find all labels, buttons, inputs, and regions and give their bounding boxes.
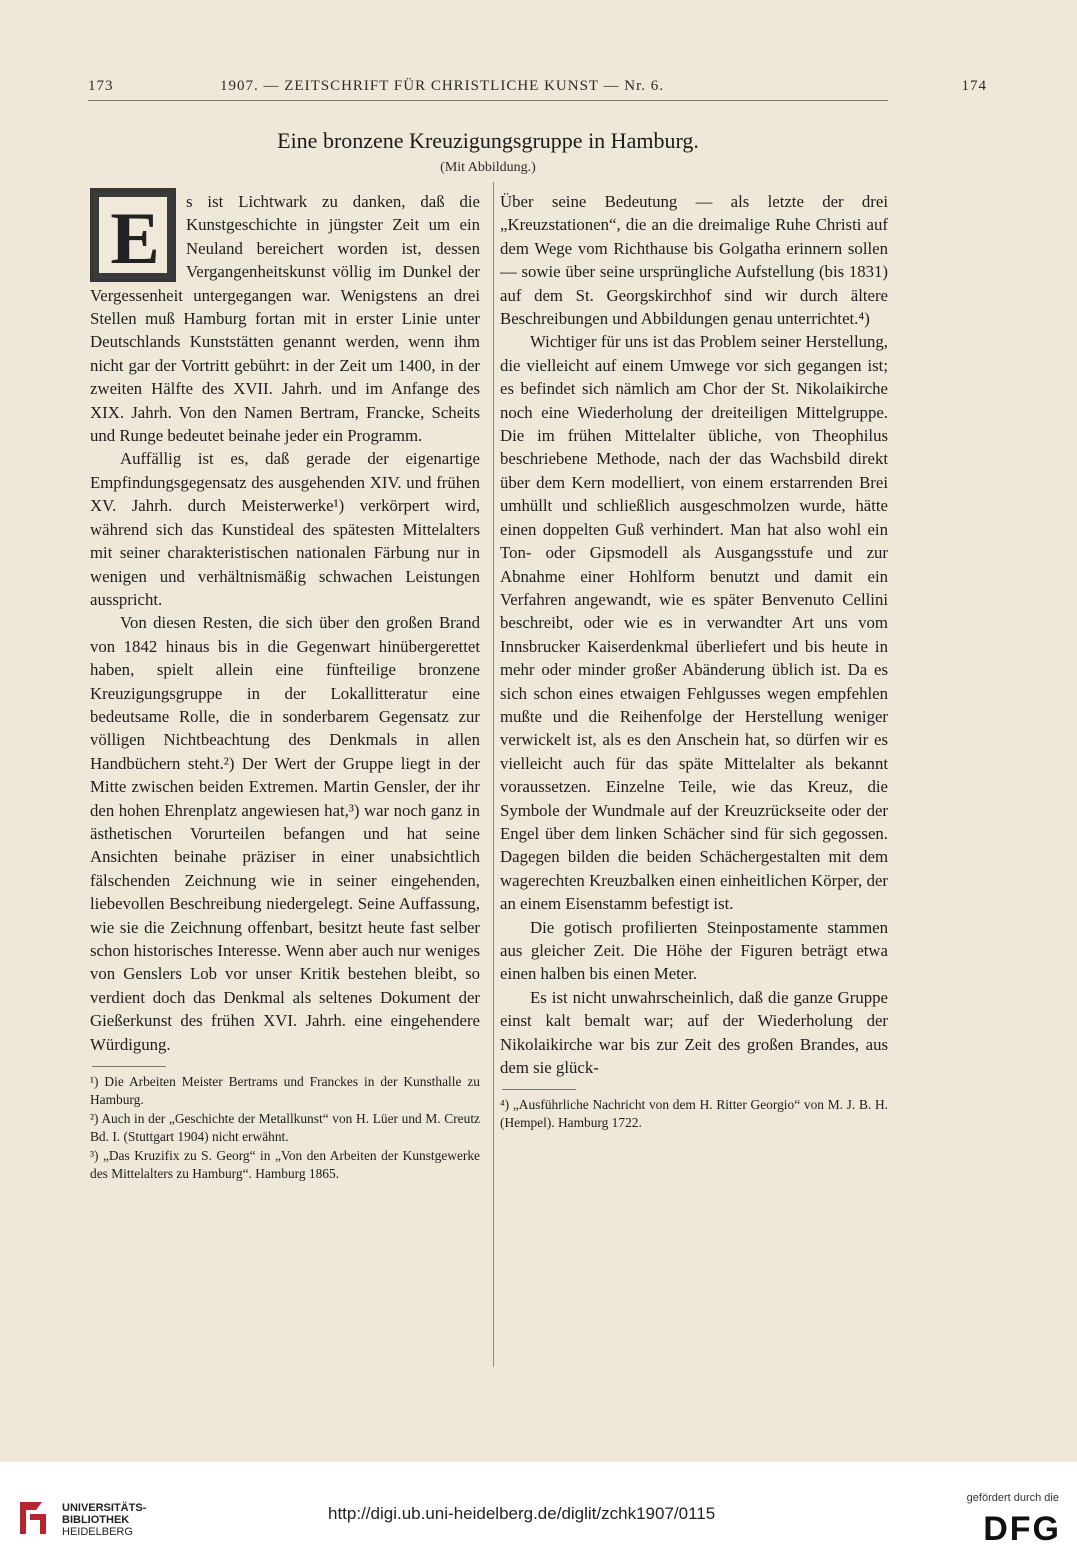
footnote: ²) Auch in der „Geschichte der Metallkunst“ von H. Lüer und M. Creutz Bd. I. (Stuttgart 1904) nicht erwähnt. <box>90 1111 480 1144</box>
library-name: UNIVERSITÄTS- BIBLIOTHEK HEIDELBERG <box>62 1502 147 1538</box>
page-number-right: 174 <box>961 78 987 94</box>
paragraph: Auffällig ist es, daß gerade der eigenartige Empfindungsgegensatz des ausgehenden XIV. und frühen XV. Jahrh. durch Meisterwerke¹) verkörpert wird, während sich das Kunstideal des spätesten Mittelalters mit seiner charakteristischen nationalen Färbung nur in wenigen und verhältnismäßig schwachen Leistungen ausspricht. <box>90 449 480 609</box>
footnote: ³) „Das Kruzifix zu S. Georg“ in „Von den Arbeiten der Kunstgewerke des Mittelalters zu Hamburg“. Hamburg 1865. <box>90 1148 480 1181</box>
initial-letter: E <box>110 198 160 280</box>
running-title: 1907. — ZEITSCHRIFT FÜR CHRISTLICHE KUNST — Nr. 6. <box>220 78 665 94</box>
library-logo-icon <box>16 1498 52 1538</box>
decorated-initial <box>90 188 176 282</box>
permalink[interactable]: http://digi.ub.uni-heidelberg.de/diglit/zchk1907/0115 <box>328 1504 716 1523</box>
footnote: ⁴) „Ausführliche Nachricht von dem H. Ritter Georgio“ von M. J. B. H. (Hempel). Hamburg 1722. <box>500 1097 888 1131</box>
paragraph: Über seine Bedeutung — als letzte der drei „Kreuzstationen“, die an die dreimalige Ruhe Christi auf dem Wege vom Richthause bis Golgatha erinnern sollen — sowie über seine ursprüngliche Aufstellung (bis 1831) auf dem St. Georgskirchhof sind wir durch ältere Beschreibungen und Abbildungen genau unterrichtet.⁴) <box>500 192 888 329</box>
article-subtitle: (Mit Abbildung.) <box>440 160 536 175</box>
footnote: ¹) Die Arbeiten Meister Bertrams und Franckes in der Kunsthalle zu Hamburg. <box>90 1074 480 1107</box>
article-title: Eine bronzene Kreuzigungsgruppe in Hamburg. <box>277 128 699 153</box>
left-column <box>90 190 480 1185</box>
header-rule <box>88 100 888 101</box>
running-header <box>88 78 987 102</box>
right-column <box>500 190 888 1134</box>
page-number-left: 173 <box>88 78 114 94</box>
paragraph: Die gotisch profilierten Steinpostamente stammen aus gleicher Zeit. Die Höhe der Figuren beträgt etwa einen halben bis einen Meter. <box>500 917 888 984</box>
viewer-footer <box>0 1462 1077 1562</box>
footnote-rule <box>502 1089 576 1090</box>
paragraph: Von diesen Resten, die sich über den großen Brand von 1842 hinaus bis in die Gegenwart hinübergerettet haben, spielt allein eine fünfteilige bronzene Kreuzigungsgruppe in der Lokallitteratur eine bedeutsame Rolle, die in sonderbarem Gegensatz zur völligen Nichtbeachtung des Denkmals in allen Handbüchern steht.²) Der Wert der Gruppe liegt in der Mitte zwischen beiden Extremen. Martin Gensler, der ihr den hohen Ehrenplatz angewiesen hat,³) war noch ganz in ästhetischen Vorurteilen befangen und hat seine Ansichten beinahe präziser in einer unabsichtlich fälschenden Zeichnung wie in seiner eingehenden, liebevollen Beschreibung niedergelegt. Seine Auffassung, wie sie die Zeichnung offenbart, besitzt heute fast selber schon historisches Interesse. Wenn aber auch nur weniges von Genslers Lob vor unser Kritik bestehen bleibt, so verdient doch das Denkmal als seltenes Dokument der Gießerkunst des frühen XVI. Jahrh. eine eingehendere Würdigung. <box>90 613 480 1054</box>
paragraph: Es ist nicht unwahrscheinlich, daß die ganze Gruppe einst kalt bemalt war; auf der Wiederholung der Nikolaikirche war bis zur Zeit des großen Brandes, aus dem sie glück- <box>500 987 888 1078</box>
dfg-logo: DFG <box>983 1510 1061 1548</box>
paragraph: E s ist Lichtwark zu danken, daß die Kunstgeschichte in jüngster Zeit um ein Neuland bereichert worden ist, dessen Vergangenheitskunst völlig im Dunkel der Vergessenheit untergegangen war. Wenigstens an drei Stellen muß Hamburg fortan mit in erster Linie unter Deutschlands Kunststätten genannt werden, wenn ihm nicht gar der Vortritt gebührt: in der Zeit um 1400, in der zweiten Hälfte des XVII. Jahrh. und im Anfange des XIX. Jahrh. Von den Namen Bertram, Francke, Scheits und Runge bedeutet beinahe jeder ein Programm. <box>90 190 480 447</box>
column-divider <box>493 182 494 1367</box>
footnote-rule <box>92 1066 166 1067</box>
paragraph: Wichtiger für uns ist das Problem seiner Herstellung, die vielleicht auf einem Umwege vor sich gegangen ist; es befindet sich nämlich am Chor der St. Nikolaikirche noch eine Wiederholung der dreiteiligen Mittelgruppe. Die im frühen Mittelalter übliche, von Theophilus beschriebene Methode, nach der das Wachsbild direkt über dem Kern modelliert, von einem erstarrenden Brei umhüllt und schließlich ausgeschmolzen wurde, hätte einen doppelten Guß verhindert. Man hat also wohl ein Ton- oder Gipsmodell als Ausgangsstufe und zur Abnahme einer Hohlform benutzt und damit ein Verfahren angewandt, wie es später Benvenuto Cellini beschreibt, oder wie es in verwandter Art uns vom Innsbrucker Kaiserdenkmal überliefert und bis heute in mehr oder minder großer Abänderung üblich ist. Da es sich schon eines etwaigen Fehlgusses wegen empfehlen mußte und die Reihenfolge der Herstellung weniger verwickelt ist, als es den Anschein hat, so dürfen wir es vielleicht auch für das späte Mittelalter als bekannt voraussetzen. Einzelne Teile, wie das Kreuz, die Symbole der Wundmale auf der Kreuzrückseite oder der Engel über dem linken Schächer sind für sich gegossen. Dagegen bilden die beiden Schächergestalten mit dem wagerechten Kreuzbalken einen einheitlichen Körper, der an einem Eisenstamm befestigt ist. <box>500 332 888 914</box>
sponsor-label: gefördert durch die <box>966 1492 1059 1504</box>
